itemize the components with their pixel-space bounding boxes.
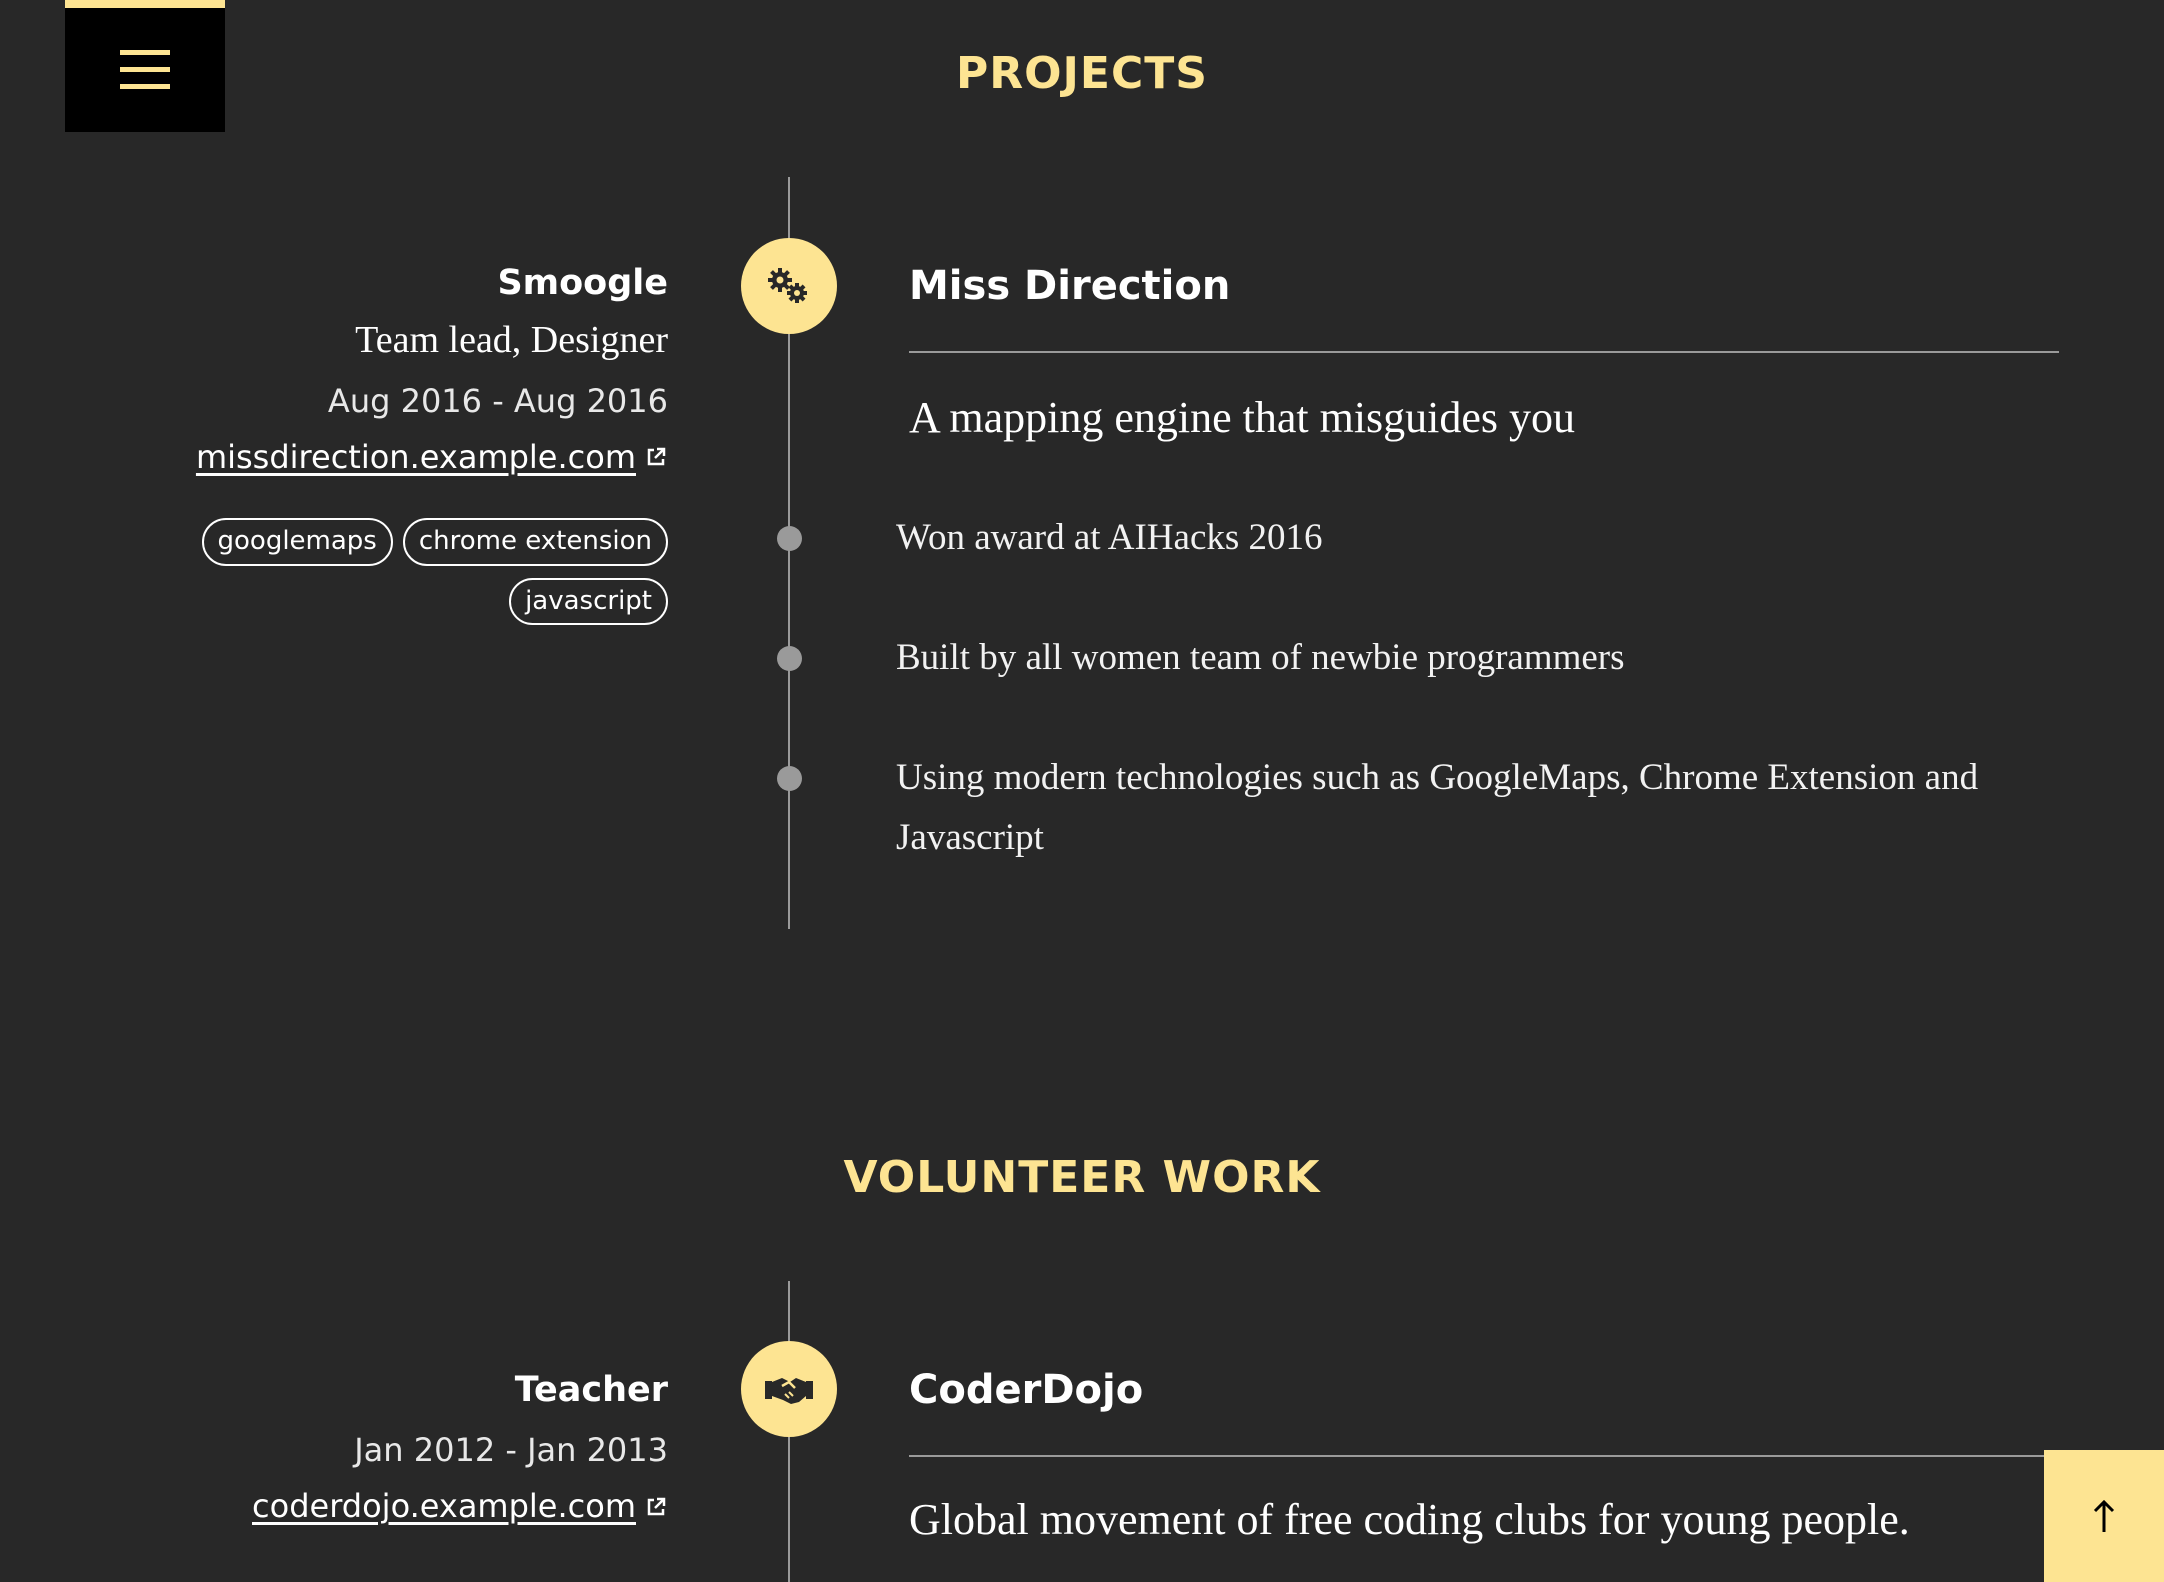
project-website-link[interactable] <box>196 438 668 476</box>
project-highlight: Won award at AIHacks 2016 <box>896 517 1323 558</box>
volunteer-timeline-badge <box>741 1341 837 1437</box>
timeline-dot <box>777 526 802 551</box>
volunteer-section-title: VOLUNTEER WORK <box>843 1152 1321 1203</box>
gears-icon <box>766 266 812 306</box>
volunteer-website-url: coderdojo.example.com <box>252 1487 636 1526</box>
volunteer-date: Jan 2012 - Jan 2013 <box>354 1431 668 1469</box>
timeline-dot <box>777 646 802 671</box>
project-timeline-badge <box>741 238 837 334</box>
tag-chip: googlemaps <box>202 518 393 565</box>
project-website-url: missdirection.example.com <box>195 437 636 476</box>
arrow-up-icon <box>2092 1498 2116 1534</box>
external-link-icon <box>644 445 668 469</box>
tag-chip: chrome extension <box>403 518 668 565</box>
volunteer-meta <box>108 1369 668 1526</box>
projects-section-title: PROJECTS <box>956 48 1208 99</box>
project-tags <box>108 518 668 624</box>
volunteer-divider <box>909 1455 2044 1457</box>
volunteer-summary: Global movement of free coding clubs for young people. <box>909 1495 1910 1544</box>
tag-chip: javascript <box>509 578 668 625</box>
handshake-icon <box>765 1372 813 1406</box>
volunteer-role: Teacher <box>514 1370 668 1410</box>
project-position: Team lead, Designer <box>355 319 668 361</box>
project-highlight: Built by all women team of newbie programmers <box>896 637 1625 678</box>
project-date: Aug 2016 - Aug 2016 <box>327 381 668 420</box>
external-link-icon <box>644 1495 668 1519</box>
timeline-dot <box>777 766 802 791</box>
scroll-to-top-button[interactable] <box>2044 1450 2164 1582</box>
project-highlight: Using modern technologies such as GoogleMaps, Chrome Extension and Javascript <box>896 757 1979 858</box>
project-name: Miss Direction <box>909 263 1231 309</box>
project-summary: A mapping engine that misguides you <box>909 393 1576 442</box>
volunteer-name: CoderDojo <box>909 1367 1144 1413</box>
project-role: Smoogle <box>497 263 668 303</box>
project-meta <box>108 262 668 625</box>
project-divider <box>909 351 2059 353</box>
volunteer-website-link[interactable] <box>252 1487 668 1525</box>
